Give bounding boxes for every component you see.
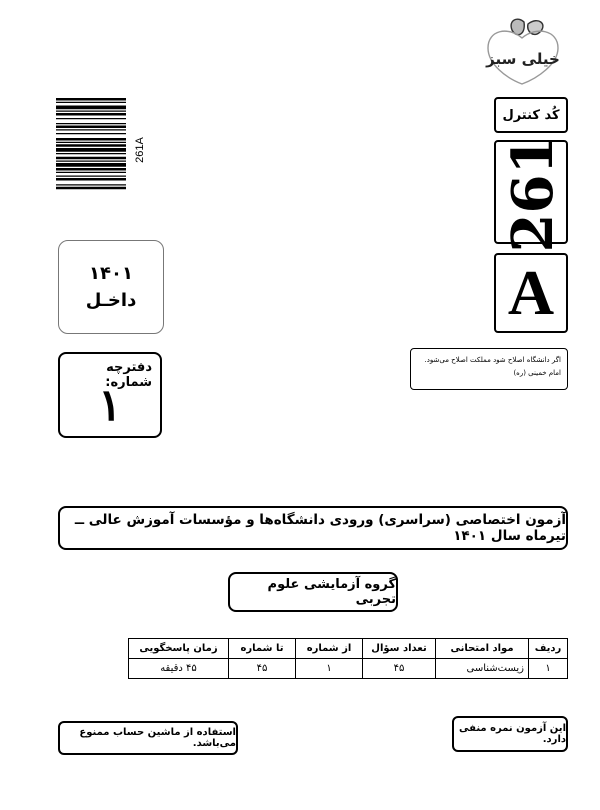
negative-marking-note: این آزمون نمره منفی دارد. bbox=[452, 716, 568, 752]
year-box bbox=[58, 240, 164, 334]
table-cell: ۴۵ دقیقه bbox=[129, 659, 229, 679]
table-cell: ۱ bbox=[529, 659, 568, 679]
barcode-bar bbox=[56, 123, 126, 124]
table-cell: ۴۵ bbox=[229, 659, 296, 679]
barcode-bar bbox=[56, 102, 126, 103]
barcode-bar bbox=[56, 172, 126, 173]
table-header: تا شماره bbox=[229, 639, 296, 659]
barcode-bar bbox=[56, 178, 126, 181]
table-header: زمان پاسخگویی bbox=[129, 639, 229, 659]
barcode-bar bbox=[56, 176, 126, 177]
barcode-bar bbox=[56, 129, 126, 130]
table-header-row bbox=[129, 639, 568, 659]
table-cell: زیست‌شناسی bbox=[436, 659, 529, 679]
barcode-bar bbox=[56, 187, 126, 190]
brand-logo bbox=[478, 14, 568, 88]
booklet-number: ۱ bbox=[98, 380, 122, 431]
table-header: ردیف bbox=[529, 639, 568, 659]
barcode-bar bbox=[56, 98, 126, 101]
barcode-bar bbox=[56, 138, 126, 141]
calculator-note: استفاده از ماشین حساب ممنوع می‌باشد. bbox=[58, 721, 238, 755]
table-cell: ۱ bbox=[296, 659, 363, 679]
barcode-bar bbox=[56, 126, 126, 129]
control-code-label: کُد کنترل bbox=[494, 97, 568, 133]
barcode-bar bbox=[56, 113, 126, 116]
quote-attribution: امام خمینی (ره) bbox=[513, 369, 561, 377]
barcode-bar bbox=[56, 163, 126, 167]
table-header: تعداد سؤال bbox=[363, 639, 436, 659]
control-code-number: 261 bbox=[500, 135, 566, 253]
exam-title: آزمون اختصاصی (سراسری) ورودی دانشگاه‌ها و مؤسسات آموزش عالی ــ تیرماه سال ۱۴۰۱ bbox=[58, 506, 568, 550]
brand-logo-text: خیلی سبز bbox=[486, 50, 560, 68]
barcode-bar bbox=[56, 153, 126, 154]
barcode-text: 261A bbox=[134, 137, 146, 163]
quote-box bbox=[410, 348, 568, 390]
barcode-bar bbox=[56, 118, 126, 119]
quote-line: اگر دانشگاه اصلاح شود مملکت اصلاح می‌شود. bbox=[424, 356, 561, 364]
table-header: از شماره bbox=[296, 639, 363, 659]
barcode-bar bbox=[56, 168, 126, 171]
barcode-bar bbox=[56, 142, 126, 143]
barcode-bar bbox=[56, 161, 126, 162]
barcode-bar bbox=[56, 148, 126, 152]
booklet-letter: A bbox=[494, 253, 568, 333]
barcode bbox=[56, 98, 126, 220]
barcode-bar bbox=[56, 111, 126, 112]
booklet-label: دفترچه شماره: bbox=[105, 360, 152, 390]
table-cell: ۴۵ bbox=[363, 659, 436, 679]
group-title: گروه آزمایشی علوم تجربی bbox=[228, 572, 398, 612]
barcode-bar bbox=[56, 184, 126, 185]
exam-subjects-table bbox=[128, 638, 568, 679]
exam-type: داخـل bbox=[85, 290, 137, 311]
barcode-bar bbox=[56, 106, 126, 110]
barcode-bar bbox=[56, 157, 126, 160]
control-code-box bbox=[494, 135, 568, 253]
barcode-bar bbox=[56, 133, 126, 134]
table-row bbox=[129, 659, 568, 679]
exam-year: ۱۴۰۱ bbox=[89, 263, 133, 284]
table-header: مواد امتحانی bbox=[436, 639, 529, 659]
booklet-number-box bbox=[58, 352, 162, 438]
barcode-bar bbox=[56, 144, 126, 147]
